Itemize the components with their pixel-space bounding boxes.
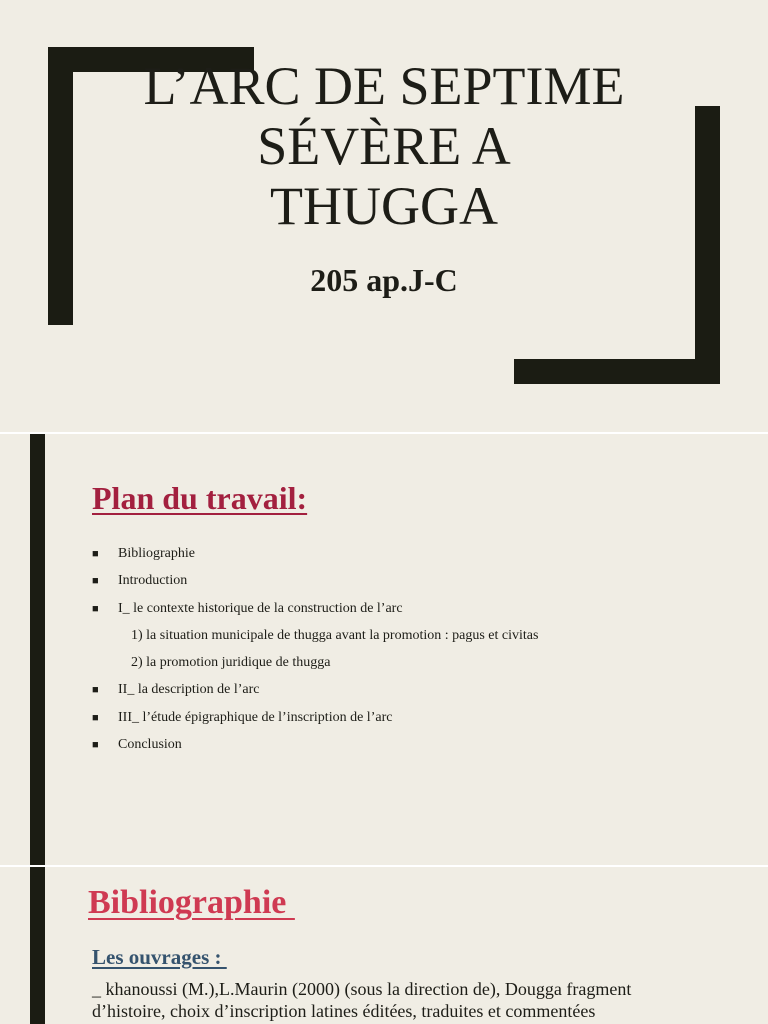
plan-item-text: Introduction — [118, 573, 188, 589]
plan-item-text: I_ le contexte historique de la construction de l’arc — [118, 600, 403, 616]
plan-item — [92, 595, 538, 622]
plan-slide — [0, 434, 768, 865]
bracket-bottom-right-horizontal — [514, 359, 720, 384]
plan-item — [92, 676, 538, 703]
plan-item — [92, 731, 538, 758]
plan-item — [92, 567, 538, 594]
plan-subitem-text: 2) la promotion juridique de thugga — [131, 655, 331, 671]
plan-subitem-text: 1) la situation municipale de thugga avant la promotion : pagus et civitas — [131, 627, 539, 643]
square-bullet-icon: ■ — [92, 575, 99, 588]
bibliography-slide — [0, 867, 768, 1024]
square-bullet-icon: ■ — [92, 684, 99, 697]
plan-list — [92, 540, 538, 758]
bracket-top-left-vertical — [48, 47, 73, 325]
plan-item-text: III_ l’étude épigraphique de l’inscription de l’arc — [118, 709, 393, 725]
plan-subitem — [92, 622, 538, 649]
bracket-bottom-right-vertical — [695, 106, 720, 384]
plan-heading: Plan du travail: — [92, 480, 308, 516]
plan-item-text: Conclusion — [118, 737, 182, 753]
square-bullet-icon: ■ — [92, 711, 99, 724]
plan-item-text: Bibliographie — [118, 546, 195, 561]
square-bullet-icon: ■ — [92, 739, 99, 752]
plan-item — [92, 540, 538, 567]
works-heading: Les ouvrages : — [92, 945, 227, 969]
plan-item — [92, 704, 538, 731]
plan-side-bar — [30, 434, 45, 865]
slide-subtitle: 205 ap.J-C — [310, 262, 458, 298]
plan-item-text: II_ la description de l’arc — [118, 682, 260, 698]
title-slide — [0, 0, 768, 432]
slide-title: L’ARC DE SEPTIME SÉVÈRE A THUGGA — [143, 56, 625, 236]
square-bullet-icon: ■ — [92, 602, 99, 615]
bibliography-side-bar — [30, 867, 45, 1024]
square-bullet-icon: ■ — [92, 548, 99, 560]
bibliography-entry: _ khanoussi (M.),L.Maurin (2000) (sous la direction de), Dougga fragment d’histoire, choix d’inscription latines éditées, traduites et commentées — [92, 979, 632, 1021]
bibliography-heading: Bibliographie — [88, 884, 295, 921]
plan-subitem — [92, 649, 538, 676]
